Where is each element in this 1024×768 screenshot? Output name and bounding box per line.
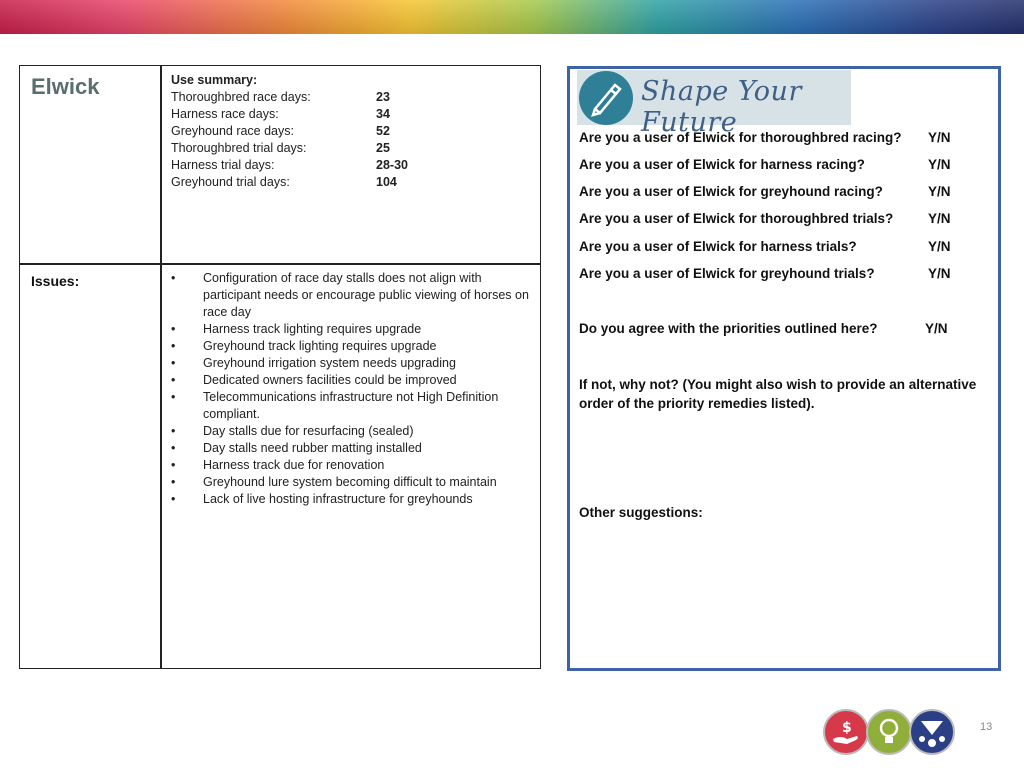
- issues-list: [171, 270, 531, 508]
- summary-value: 23: [376, 90, 390, 104]
- answer-yn[interactable]: Y/N: [928, 157, 951, 172]
- page-number: 13: [980, 721, 993, 733]
- table-divider-vertical: [160, 66, 162, 668]
- answer-yn[interactable]: Y/N: [928, 184, 951, 199]
- lightbulb-icon: [866, 709, 912, 755]
- summary-row: [171, 157, 408, 174]
- other-suggestions-prompt: Other suggestions:: [579, 505, 703, 520]
- question-text: Are you a user of Elwick for thoroughbred racing?: [579, 130, 902, 145]
- summary-label: Harness trial days:: [171, 158, 275, 172]
- issues-label: Issues:: [31, 273, 80, 289]
- summary-value: 25: [376, 141, 390, 155]
- list-item: • Harness track due for renovation: [171, 457, 531, 474]
- summary-label: Thoroughbred trial days:: [171, 141, 307, 155]
- header-color-band: [0, 0, 1024, 34]
- footer-icons: [823, 709, 955, 755]
- summary-label: Thoroughbred race days:: [171, 90, 311, 104]
- list-item: • Greyhound irrigation system needs upgrading: [171, 355, 531, 372]
- pencil-icon: [579, 71, 633, 125]
- summary-label: Harness race days:: [171, 107, 279, 121]
- answer-yn[interactable]: Y/N: [928, 130, 951, 145]
- summary-row: [171, 140, 408, 157]
- summary-value: 52: [376, 124, 390, 138]
- svg-text:$: $: [842, 720, 852, 736]
- summary-row: [171, 123, 408, 140]
- list-item: • Lack of live hosting infrastructure for greyhounds: [171, 491, 531, 508]
- summary-value: 104: [376, 175, 397, 189]
- network-icon: [909, 709, 955, 755]
- question-text: Are you a user of Elwick for greyhound trials?: [579, 266, 875, 281]
- summary-row: [171, 106, 408, 123]
- priorities-answer-yn[interactable]: Y/N: [925, 321, 948, 336]
- list-item: • Configuration of race day stalls does not align with participant needs or encourage public viewing of horses on race day: [171, 270, 531, 321]
- feedback-panel: [567, 66, 1001, 671]
- venue-title: Elwick: [31, 74, 100, 99]
- venue-summary-table: [19, 65, 541, 669]
- answer-yn[interactable]: Y/N: [928, 211, 951, 226]
- money-hand-icon: [823, 709, 869, 755]
- answer-yn[interactable]: Y/N: [928, 266, 951, 281]
- table-divider-horizontal: [20, 263, 540, 265]
- list-item: • Dedicated owners facilities could be improved: [171, 372, 531, 389]
- shape-your-future-logo: [577, 70, 851, 138]
- priorities-question: Do you agree with the priorities outlined here?: [579, 321, 878, 336]
- question-text: Are you a user of Elwick for harness trials?: [579, 239, 857, 254]
- summary-label: Greyhound trial days:: [171, 175, 290, 189]
- list-item: • Telecommunications infrastructure not High Definition compliant.: [171, 389, 531, 423]
- logo-text: Shape Your Future: [641, 76, 802, 138]
- summary-row: [171, 89, 408, 106]
- summary-row: [171, 174, 408, 191]
- use-summary: [171, 72, 408, 191]
- question-text: Are you a user of Elwick for harness racing?: [579, 157, 865, 172]
- summary-label: Greyhound race days:: [171, 124, 294, 138]
- use-summary-heading: Use summary:: [171, 73, 258, 87]
- list-item: • Greyhound lure system becoming difficult to maintain: [171, 474, 531, 491]
- summary-value: 28-30: [376, 158, 408, 172]
- summary-value: 34: [376, 107, 390, 121]
- list-item: • Day stalls need rubber matting installed: [171, 440, 531, 457]
- list-item: • Harness track lighting requires upgrade: [171, 321, 531, 338]
- list-item: • Day stalls due for resurfacing (sealed): [171, 423, 531, 440]
- answer-yn[interactable]: Y/N: [928, 239, 951, 254]
- if-not-prompt: If not, why not? (You might also wish to provide an alternative order of the priority remedies listed).: [579, 377, 977, 411]
- question-text: Are you a user of Elwick for greyhound racing?: [579, 184, 883, 199]
- question-text: Are you a user of Elwick for thoroughbred trials?: [579, 211, 894, 226]
- list-item: • Greyhound track lighting requires upgrade: [171, 338, 531, 355]
